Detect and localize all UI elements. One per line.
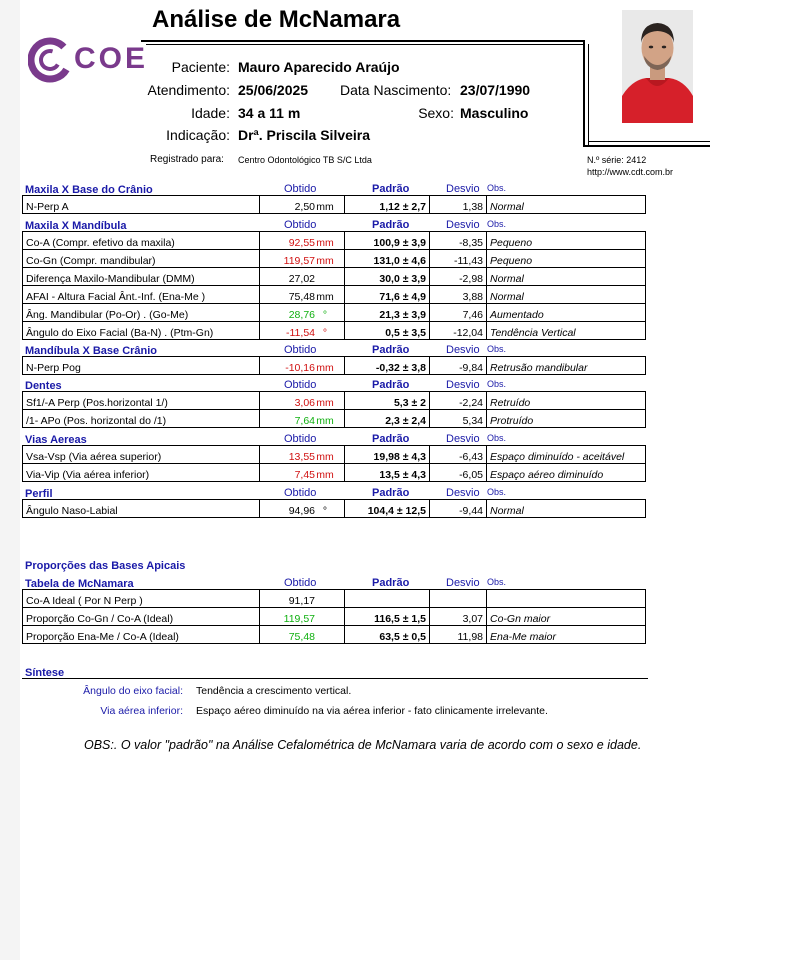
row-standard: 104,4 ± 12,5 bbox=[345, 500, 430, 518]
table-row bbox=[23, 232, 646, 250]
synthesis-text-facial-axis: Tendência a crescimento vertical. bbox=[196, 685, 352, 697]
column-header-obs: Obs. bbox=[487, 577, 507, 587]
patient-label: Paciente: bbox=[171, 59, 230, 75]
section-title: Dentes bbox=[25, 380, 62, 392]
column-header-deviation: Desvio bbox=[446, 433, 480, 445]
row-obtained bbox=[260, 357, 345, 375]
row-standard: 13,5 ± 4,3 bbox=[345, 464, 430, 482]
row-deviation: -6,05 bbox=[430, 464, 487, 482]
indication-label: Indicação: bbox=[166, 127, 230, 143]
header-frame-line bbox=[583, 40, 585, 147]
column-header-obs: Obs. bbox=[487, 344, 507, 354]
synthesis-title: Síntese bbox=[25, 667, 65, 679]
table-row bbox=[23, 608, 646, 626]
header-frame-line bbox=[588, 141, 710, 142]
row-obtained bbox=[260, 322, 345, 340]
row-obs: Espaço diminuído - aceitável bbox=[487, 446, 646, 464]
row-obs: Normal bbox=[487, 196, 646, 214]
obtained-unit: mm bbox=[316, 451, 334, 463]
website: http://www.cdt.com.br bbox=[587, 167, 674, 177]
obtained-value: 27,02 bbox=[288, 273, 315, 285]
column-header-obtained: Obtido bbox=[284, 433, 317, 445]
row-standard: 71,6 ± 4,9 bbox=[345, 286, 430, 304]
obtained-value: 2,50 bbox=[294, 201, 315, 213]
column-header-deviation: Desvio bbox=[446, 219, 480, 231]
visit-date: 25/06/2025 bbox=[238, 82, 309, 98]
patient-name: Mauro Aparecido Araújo bbox=[238, 59, 400, 75]
obtained-value: 7,45 bbox=[294, 469, 315, 481]
obtained-value: 75,48 bbox=[288, 631, 315, 643]
section-title: Maxila X Mandíbula bbox=[25, 220, 127, 232]
row-name: Âng. Mandibular (Po-Or) . (Go-Me) bbox=[23, 304, 260, 322]
row-standard: 30,0 ± 3,9 bbox=[345, 268, 430, 286]
synthesis-divider bbox=[22, 678, 648, 679]
obtained-value: -10,16 bbox=[285, 362, 315, 374]
row-obtained bbox=[260, 268, 345, 286]
row-standard: 1,12 ± 2,7 bbox=[345, 196, 430, 214]
page-title: Análise de McNamara bbox=[152, 6, 401, 33]
column-header-deviation: Desvio bbox=[446, 183, 480, 195]
row-name: Proporção Ena-Me / Co-A (Ideal) bbox=[23, 626, 260, 644]
row-obtained bbox=[260, 196, 345, 214]
obtained-value: -11,54 bbox=[286, 327, 315, 339]
section-table bbox=[22, 499, 646, 518]
row-obs: Pequeno bbox=[487, 232, 646, 250]
row-obs: Normal bbox=[487, 268, 646, 286]
sex-value: Masculino bbox=[460, 105, 529, 121]
section-table bbox=[22, 445, 646, 482]
proportions-table-title: Tabela de McNamara bbox=[25, 578, 134, 590]
obtained-value: 28,76 bbox=[288, 309, 315, 321]
birth-date: 23/07/1990 bbox=[460, 82, 531, 98]
row-name: Ângulo Naso-Labial bbox=[23, 500, 260, 518]
column-header-standard: Padrão bbox=[372, 577, 410, 589]
row-standard bbox=[345, 590, 430, 608]
age-label: Idade: bbox=[191, 105, 230, 121]
row-deviation: 1,38 bbox=[430, 196, 487, 214]
header-frame-line bbox=[588, 44, 589, 147]
sex-label: Sexo: bbox=[418, 105, 454, 121]
obtained-unit: mm bbox=[316, 255, 334, 267]
obtained-unit: mm bbox=[316, 469, 334, 481]
row-standard: 0,5 ± 3,5 bbox=[345, 322, 430, 340]
obtained-unit: mm bbox=[316, 362, 334, 374]
column-header-obtained: Obtido bbox=[284, 487, 317, 499]
row-obtained bbox=[260, 464, 345, 482]
row-deviation: -2,24 bbox=[430, 392, 487, 410]
obtained-value: 92,55 bbox=[288, 237, 315, 249]
registered-value: Centro Odontológico TB S/C Ltda bbox=[238, 155, 372, 165]
obtained-value: 94,96 bbox=[288, 505, 315, 517]
header-frame-line bbox=[583, 145, 710, 147]
section-table bbox=[22, 391, 646, 428]
row-obs: Aumentado bbox=[487, 304, 646, 322]
row-deviation: -2,98 bbox=[430, 268, 487, 286]
row-obtained bbox=[260, 304, 345, 322]
row-obs: Espaço aéreo diminuído bbox=[487, 464, 646, 482]
obtained-value: 75,48 bbox=[288, 291, 315, 303]
obtained-value: 119,57 bbox=[283, 613, 315, 625]
column-header-obtained: Obtido bbox=[284, 344, 317, 356]
row-obtained bbox=[260, 608, 345, 626]
row-obtained bbox=[260, 250, 345, 268]
column-header-deviation: Desvio bbox=[446, 344, 480, 356]
row-obtained bbox=[260, 410, 345, 428]
column-header-standard: Padrão bbox=[372, 183, 410, 195]
row-name: AFAI - Altura Facial Ânt.-Inf. (Ena-Me ) bbox=[23, 286, 260, 304]
column-header-obs: Obs. bbox=[487, 487, 507, 497]
row-standard: 100,9 ± 3,9 bbox=[345, 232, 430, 250]
column-header-obs: Obs. bbox=[487, 219, 507, 229]
synthesis-label-facial-axis: Ângulo do eixo facial: bbox=[83, 685, 183, 697]
table-row bbox=[23, 196, 646, 214]
row-standard: 2,3 ± 2,4 bbox=[345, 410, 430, 428]
row-deviation: -8,35 bbox=[430, 232, 487, 250]
table-row bbox=[23, 286, 646, 304]
table-row bbox=[23, 410, 646, 428]
row-obtained bbox=[260, 500, 345, 518]
row-obtained bbox=[260, 446, 345, 464]
section-table bbox=[22, 356, 646, 375]
table-row bbox=[23, 446, 646, 464]
row-standard: -0,32 ± 3,8 bbox=[345, 357, 430, 375]
row-name: Co-A Ideal ( Por N Perp ) bbox=[23, 590, 260, 608]
row-obtained bbox=[260, 286, 345, 304]
row-standard: 21,3 ± 3,9 bbox=[345, 304, 430, 322]
column-header-standard: Padrão bbox=[372, 379, 410, 391]
section-title: Vias Aereas bbox=[25, 434, 87, 446]
header-frame-line bbox=[146, 44, 585, 45]
section-title: Mandíbula X Base Crânio bbox=[25, 345, 158, 357]
observation-note: OBS:. O valor "padrão" na Análise Cefalométrica de McNamara varia de acordo com o sexo e idade. bbox=[84, 738, 642, 752]
row-name: Sf1/-A Perp (Pos.horizontal 1/) bbox=[23, 392, 260, 410]
table-row bbox=[23, 590, 646, 608]
section-title: Perfil bbox=[25, 488, 53, 500]
obtained-value: 13,55 bbox=[288, 451, 315, 463]
row-deviation: -9,44 bbox=[430, 500, 487, 518]
section-table bbox=[22, 195, 646, 214]
column-header-obs: Obs. bbox=[487, 379, 507, 389]
row-obtained bbox=[260, 626, 345, 644]
row-name: Via-Vip (Via aérea inferior) bbox=[23, 464, 260, 482]
synthesis-text-airway: Espaço aéreo diminuído na via aérea inferior - fato clinicamente irrelevante. bbox=[196, 705, 548, 717]
obtained-unit: ° bbox=[322, 505, 328, 517]
logo-text: COE bbox=[74, 42, 149, 75]
obtained-unit: mm bbox=[316, 397, 334, 409]
column-header-standard: Padrão bbox=[372, 487, 410, 499]
table-row bbox=[23, 464, 646, 482]
obtained-unit: mm bbox=[316, 415, 334, 427]
row-standard: 116,5 ± 1,5 bbox=[345, 608, 430, 626]
registered-label: Registrado para: bbox=[150, 154, 224, 165]
table-row bbox=[23, 304, 646, 322]
row-obs: Pequeno bbox=[487, 250, 646, 268]
table-row bbox=[23, 250, 646, 268]
obtained-value: 3,06 bbox=[294, 397, 315, 409]
obtained-unit: mm bbox=[316, 291, 334, 303]
row-obs: Tendência Vertical bbox=[487, 322, 646, 340]
row-name: Co-A (Compr. efetivo da maxila) bbox=[23, 232, 260, 250]
column-header-obtained: Obtido bbox=[284, 577, 317, 589]
column-header-standard: Padrão bbox=[372, 344, 410, 356]
obtained-value: 119,57 bbox=[283, 255, 315, 267]
row-obs: Retruído bbox=[487, 392, 646, 410]
column-header-obs: Obs. bbox=[487, 183, 507, 193]
column-header-standard: Padrão bbox=[372, 433, 410, 445]
row-obs: Protruído bbox=[487, 410, 646, 428]
section-table bbox=[22, 231, 646, 340]
synthesis-label-airway: Via aérea inferior: bbox=[100, 705, 183, 717]
table-row bbox=[23, 626, 646, 644]
row-deviation: 5,34 bbox=[430, 410, 487, 428]
row-obtained bbox=[260, 392, 345, 410]
row-obtained bbox=[260, 590, 345, 608]
row-obs: Co-Gn maior bbox=[487, 608, 646, 626]
table-row bbox=[23, 500, 646, 518]
column-header-deviation: Desvio bbox=[446, 577, 480, 589]
column-header-deviation: Desvio bbox=[446, 487, 480, 499]
column-header-obtained: Obtido bbox=[284, 219, 317, 231]
row-name: N-Perp Pog bbox=[23, 357, 260, 375]
row-obtained bbox=[260, 232, 345, 250]
table-row bbox=[23, 392, 646, 410]
obtained-unit: ° bbox=[322, 309, 328, 321]
row-deviation: 3,88 bbox=[430, 286, 487, 304]
row-obs: Retrusão mandibular bbox=[487, 357, 646, 375]
section-title: Maxila X Base do Crânio bbox=[25, 184, 153, 196]
row-standard: 5,3 ± 2 bbox=[345, 392, 430, 410]
row-name: Co-Gn (Compr. mandibular) bbox=[23, 250, 260, 268]
row-name: Diferença Maxilo-Mandibular (DMM) bbox=[23, 268, 260, 286]
row-name: Ângulo do Eixo Facial (Ba-N) . (Ptm-Gn) bbox=[23, 322, 260, 340]
column-header-obtained: Obtido bbox=[284, 379, 317, 391]
row-standard: 63,5 ± 0,5 bbox=[345, 626, 430, 644]
obtained-value: 91,17 bbox=[288, 595, 315, 607]
obtained-unit: mm bbox=[316, 201, 334, 213]
proportions-table bbox=[22, 589, 646, 644]
obtained-unit: ° bbox=[322, 327, 328, 339]
proportions-heading: Proporções das Bases Apicais bbox=[25, 560, 186, 572]
row-deviation: 7,46 bbox=[430, 304, 487, 322]
row-standard: 19,98 ± 4,3 bbox=[345, 446, 430, 464]
column-header-obtained: Obtido bbox=[284, 183, 317, 195]
row-standard: 131,0 ± 4,6 bbox=[345, 250, 430, 268]
row-name: Vsa-Vsp (Via aérea superior) bbox=[23, 446, 260, 464]
header-frame-line bbox=[141, 40, 585, 42]
obtained-unit: mm bbox=[316, 237, 334, 249]
row-deviation: -12,04 bbox=[430, 322, 487, 340]
indication-value: Drª. Priscila Silveira bbox=[238, 127, 371, 143]
row-deviation: -9,84 bbox=[430, 357, 487, 375]
table-row bbox=[23, 268, 646, 286]
row-deviation: -11,43 bbox=[430, 250, 487, 268]
row-name: Proporção Co-Gn / Co-A (Ideal) bbox=[23, 608, 260, 626]
row-obs: Normal bbox=[487, 500, 646, 518]
row-name: N-Perp A bbox=[23, 196, 260, 214]
row-deviation: -6,43 bbox=[430, 446, 487, 464]
table-row bbox=[23, 322, 646, 340]
patient-photo bbox=[622, 10, 693, 123]
row-deviation: 11,98 bbox=[430, 626, 487, 644]
age-value: 34 a 11 m bbox=[238, 105, 301, 121]
row-obs: Ena-Me maior bbox=[487, 626, 646, 644]
column-header-obs: Obs. bbox=[487, 433, 507, 443]
row-deviation bbox=[430, 590, 487, 608]
serial-number: N.º série: 2412 bbox=[587, 155, 647, 165]
column-header-standard: Padrão bbox=[372, 219, 410, 231]
visit-label: Atendimento: bbox=[147, 82, 230, 98]
row-deviation: 3,07 bbox=[430, 608, 487, 626]
row-obs bbox=[487, 590, 646, 608]
birth-label: Data Nascimento: bbox=[340, 82, 452, 98]
row-name: /1- APo (Pos. horizontal do /1) bbox=[23, 410, 260, 428]
table-row bbox=[23, 357, 646, 375]
column-header-deviation: Desvio bbox=[446, 379, 480, 391]
obtained-value: 7,64 bbox=[294, 415, 315, 427]
row-obs: Normal bbox=[487, 286, 646, 304]
